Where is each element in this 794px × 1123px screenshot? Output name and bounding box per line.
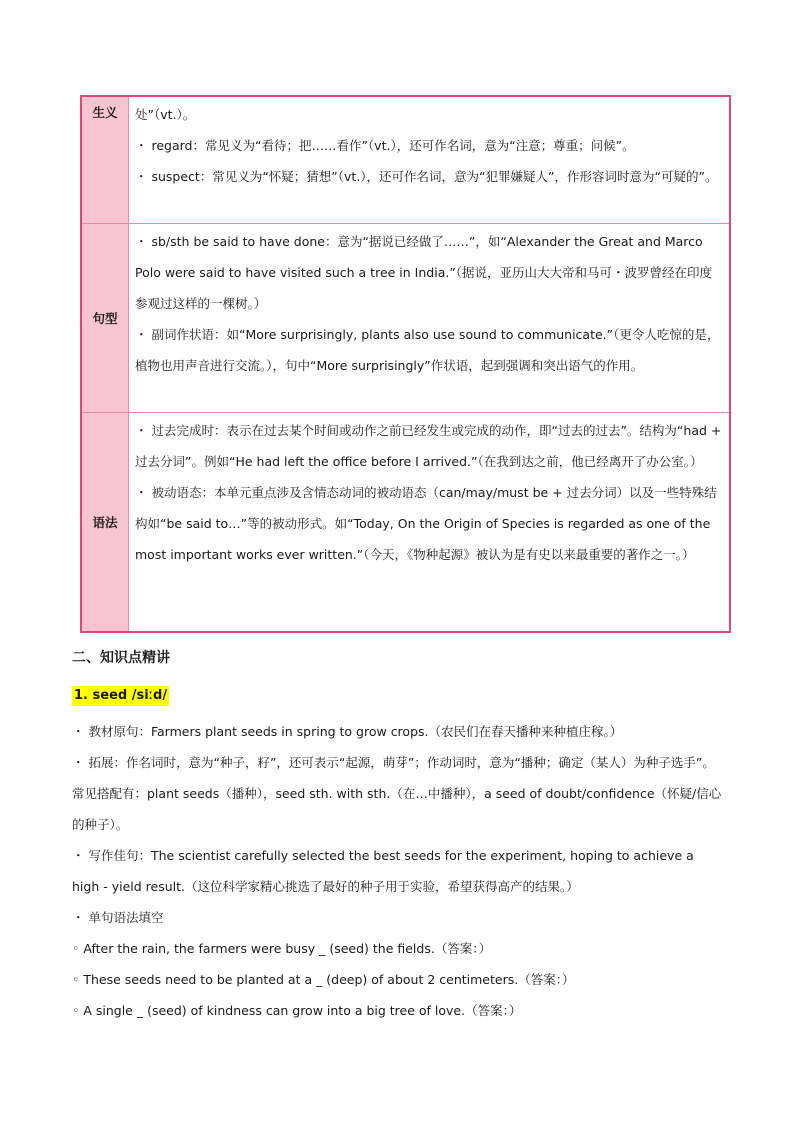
row-line: ・ suspect：常见义为“怀疑；猜想”（vt.），还可作名词，意为“犯罪嫌疑人”，作形容词时意为“可疑的”。 — [135, 169, 718, 184]
row-line: ・ 被动语态：本单元重点涉及含情态动词的被动语态（can/may/must be + 过去分词）以及一些特殊结构如“be said to…”等的被动形式。如“Today, On the Origin of Species is regarded as one of the most important works ever written.”（今天，《物种起源》被认为是有史以来最重要的著作之一。） — [135, 485, 717, 562]
exercise-item: ◦ These seeds need to be planted at a _ (deep) of about 2 centimeters.（答案：） — [72, 972, 575, 987]
extension-note: ・ 拓展：作名词时，意为“种子，籽”，还可表示“起源，萌芽”；作动词时，意为“播种；确定（某人）为种子选手”。常见搭配有：plant seeds（播种），seed sth. with sth.（在…中播种），a seed of doubt/confidence（怀疑/信心的种子）。 — [72, 755, 722, 832]
row-label: 生义 — [82, 97, 129, 223]
row-label: 句型 — [82, 224, 129, 412]
knowledge-point-body — [72, 716, 722, 1026]
row-content — [129, 97, 729, 223]
row-label: 语法 — [82, 413, 129, 631]
table-row — [82, 97, 729, 223]
row-line: 处”（vt.）。 — [135, 107, 196, 122]
row-content — [129, 224, 729, 412]
textbook-sentence: ・ 教材原句：Farmers plant seeds in spring to grow crops.（农民们在春天播种来种植庄稼。） — [72, 724, 623, 739]
row-line: ・ 过去完成时：表示在过去某个时间或动作之前已经发生或完成的动作，即“过去的过去”。结构为“had + 过去分词”。例如“He had left the office before I arrived.”（在我到达之前，他已经离开了办公室。） — [135, 423, 722, 469]
exercise-item: ◦ After the rain, the farmers were busy _ (seed) the fields.（答案：） — [72, 941, 492, 956]
knowledge-point-title: 1. seed /siːd/ — [72, 686, 169, 706]
row-content — [129, 413, 729, 631]
summary-table — [80, 95, 731, 633]
table-row — [82, 412, 729, 631]
section-title: 二、知识点精讲 — [72, 650, 170, 666]
table-row — [82, 223, 729, 412]
exercise-item: ◦ A single _ (seed) of kindness can grow into a big tree of love.（答案：） — [72, 1003, 522, 1018]
row-line: ・ regard：常见义为“看待；把……看作”（vt.），还可作名词，意为“注意；尊重；问候”。 — [135, 138, 635, 153]
row-line: ・ 副词作状语：如“More surprisingly, plants also use sound to communicate.”（更令人吃惊的是，植物也用声音进行交流。），句中“More surprisingly”作状语，起到强调和突出语气的作用。 — [135, 327, 720, 373]
writing-sentence: ・ 写作佳句：The scientist carefully selected the best seeds for the experiment, hoping to achieve a high - yield result.（这位科学家精心挑选了最好的种子用于实验，希望获得高产的结果。） — [72, 848, 694, 894]
row-line: ・ sb/sth be said to have done：意为“据说已经做了……”，如“Alexander the Great and Marco Polo were said to have visited such a tree in India.”（据说，亚历山大大帝和马可・波罗曾经在印度参观过这样的一棵树。） — [135, 234, 713, 311]
exercise-heading: ・ 单句语法填空 — [72, 910, 164, 925]
